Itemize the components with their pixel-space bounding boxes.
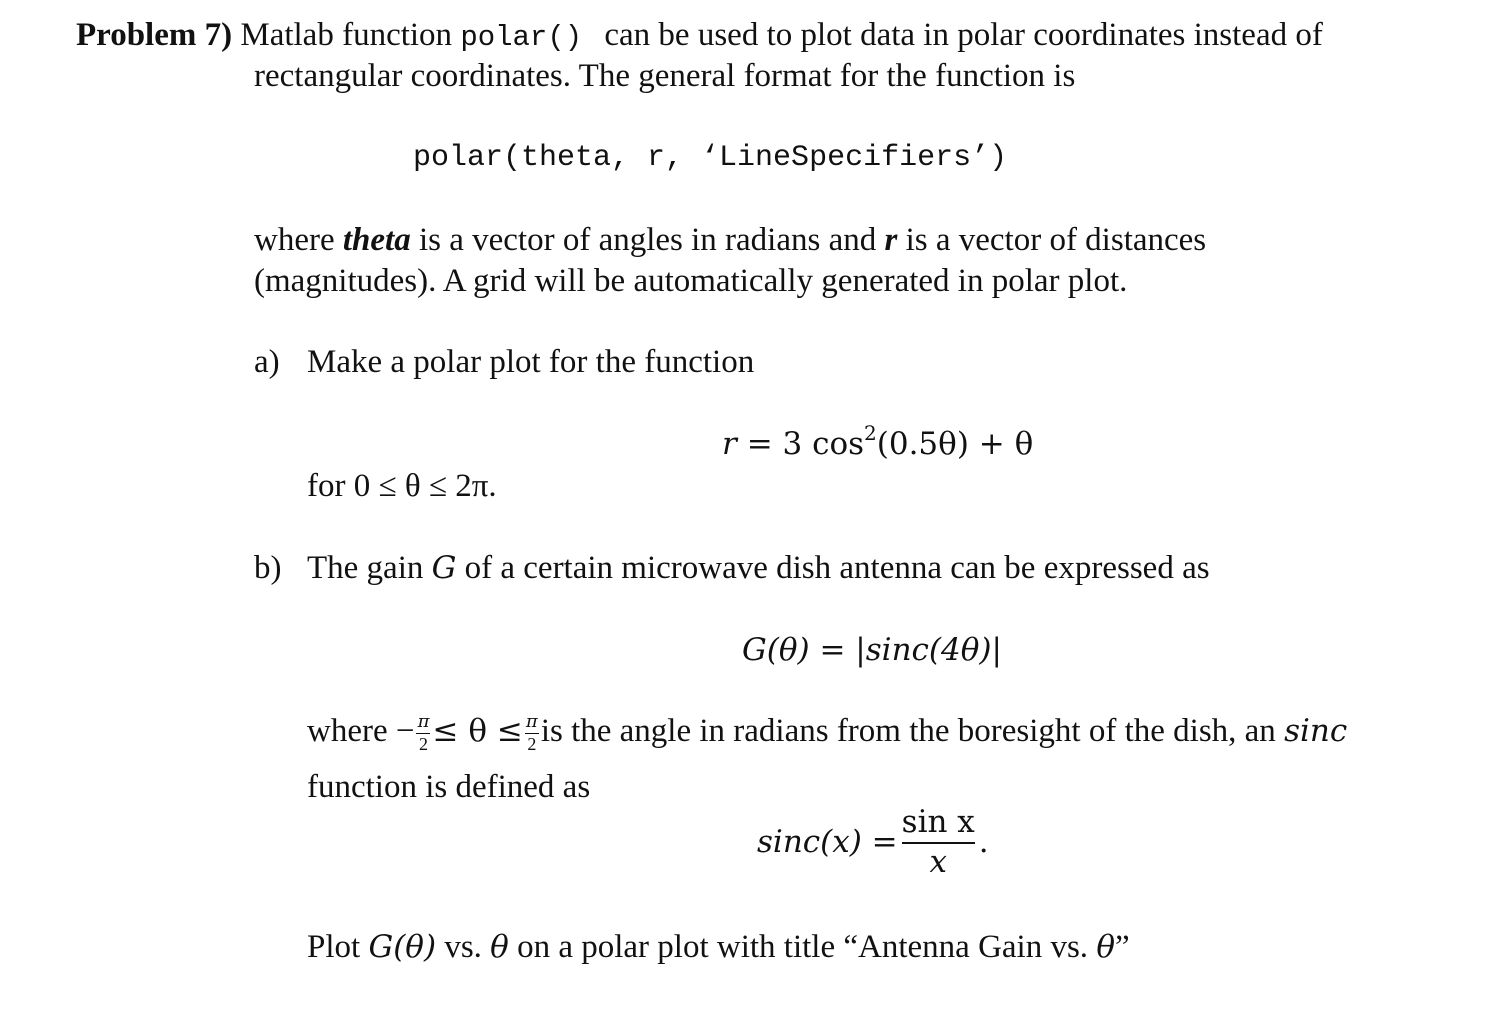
part-b-text — [307, 549, 1210, 589]
le-theta-le: ≤ θ ≤ — [432, 713, 523, 749]
function-defined-line: function is defined as — [307, 769, 591, 805]
pi-over-2-left: $\frac{\pi}{2}$ — [417, 711, 430, 755]
plot-pre: Plot — [307, 929, 361, 965]
sinc-numerator: sin x — [901, 804, 975, 840]
gain-equation: G(θ) = |sinc(4θ)| — [742, 632, 1002, 668]
where-word: where − — [307, 713, 415, 749]
where-r: r — [884, 222, 898, 258]
eq-exponent: 2 — [864, 421, 877, 445]
where-post: is a vector of distances — [905, 222, 1207, 258]
polar-function-code: polar() — [460, 21, 583, 54]
part-a-equation — [722, 421, 1034, 463]
plot-instruction — [307, 928, 1130, 968]
part-a-label: a) — [254, 344, 280, 380]
plot-end-theta: θ — [1096, 929, 1115, 965]
theta-range-line — [307, 712, 1347, 753]
where-theta: theta — [342, 222, 411, 258]
part-b-text-post: of a certain microwave dish antenna can be expressed as — [464, 550, 1210, 586]
part-b-text-pre: The gain — [307, 550, 424, 586]
where-line-2: (magnitudes). A grid will be automatically generated in polar plot. — [254, 263, 1128, 299]
eq-rhs-post: (0.5θ) + θ — [876, 426, 1034, 462]
pi-over-2-right: $\frac{\pi}{2}$ — [525, 711, 538, 755]
where-mid: is a vector of angles in radians and — [418, 222, 877, 258]
plot-close: ” — [1114, 929, 1130, 965]
sinc-end: . — [978, 824, 989, 861]
plot-mid: vs. — [444, 929, 482, 965]
sinc-fraction — [902, 805, 975, 880]
sinc-lhs: sinc(x) = — [757, 824, 898, 861]
sinc-denominator: x — [929, 843, 947, 880]
plot-post: on a polar plot with title “Antenna Gain vs. — [517, 929, 1089, 965]
eq-r: r — [722, 426, 737, 462]
problem-label: Problem 7) — [76, 17, 233, 53]
intro-line-2: rectangular coordinates. The general format for the function is — [254, 58, 1076, 94]
where-pre: where — [254, 222, 335, 258]
eq-rhs-pre: = 3 cos — [746, 426, 865, 462]
intro-pre: Matlab function — [240, 17, 453, 53]
polar-syntax: polar(theta, r, ‘LineSpecifiers’) — [413, 141, 1008, 175]
theta-range-post: is the angle in radians from the boresight of the dish, an — [540, 713, 1276, 749]
part-b-label: b) — [254, 550, 282, 586]
part-a-range: for 0 ≤ θ ≤ 2π. — [307, 468, 497, 504]
intro-post: can be used to plot data in polar coordinates instead of — [604, 17, 1323, 53]
where-line-1 — [254, 221, 1206, 261]
plot-theta: θ — [490, 929, 509, 965]
part-b-gain-var: G — [431, 550, 457, 586]
plot-g: G(θ) — [368, 929, 437, 965]
problem-header — [76, 16, 1323, 56]
part-a-text: Make a polar plot for the function — [307, 344, 755, 380]
sinc-definition — [757, 805, 989, 880]
sinc-word: sinc — [1284, 713, 1348, 749]
